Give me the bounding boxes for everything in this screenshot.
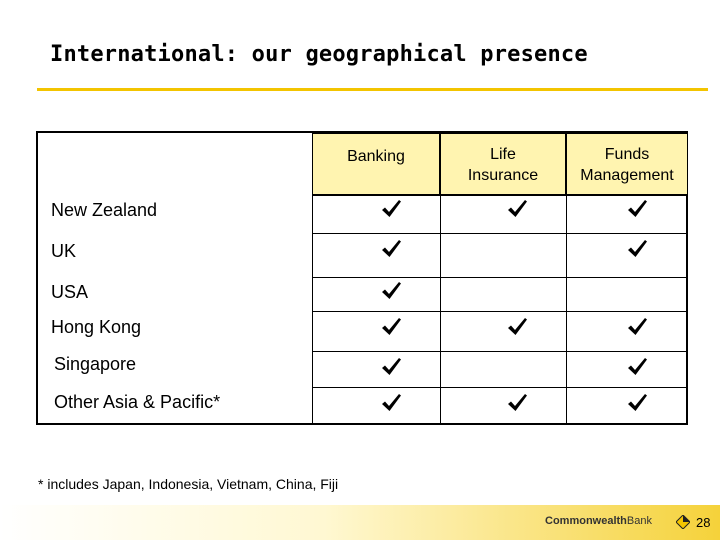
brand-name-bold: Commonwealth [545, 515, 627, 527]
grid-vline-1 [312, 133, 313, 423]
title-underline [37, 88, 708, 91]
page-title: International: our geographical presence [50, 42, 588, 67]
check-icon [380, 316, 402, 338]
check-icon [626, 198, 648, 220]
grid-hline-4 [312, 311, 688, 312]
grid-hline-3 [312, 277, 688, 278]
grid-hline-2 [312, 233, 688, 234]
column-header-funds-line1: Funds [604, 146, 650, 163]
brand-logo-text [545, 515, 652, 527]
check-icon [380, 238, 402, 260]
grid-vline-2 [440, 133, 441, 423]
check-icon [506, 198, 528, 220]
row-label-hong-kong: Hong Kong [51, 317, 142, 337]
check-icon [626, 356, 648, 378]
check-icon [626, 316, 648, 338]
check-icon [506, 316, 528, 338]
diamond-logo-icon [676, 515, 690, 529]
check-icon [380, 392, 402, 414]
column-header-banking-text: Banking [347, 148, 405, 165]
grid-hline-1 [312, 195, 688, 196]
check-icon [380, 280, 402, 302]
column-header-life-line1: Life [490, 146, 516, 163]
row-label-new-zealand: New Zealand [51, 200, 158, 220]
column-header-life-line2: Insurance [467, 167, 539, 184]
check-icon [380, 356, 402, 378]
row-label-singapore: Singapore [54, 354, 137, 374]
row-label-usa: USA [51, 282, 89, 302]
check-icon [626, 238, 648, 260]
column-header-funds-management [566, 133, 688, 195]
column-header-banking [312, 133, 440, 195]
grid-vline-3 [566, 133, 567, 423]
check-icon [506, 392, 528, 414]
row-label-other-asia-pacific: Other Asia & Pacific* [54, 392, 221, 412]
presence-table [36, 131, 688, 425]
brand-name-thin: Bank [626, 515, 652, 527]
footnote: * includes Japan, Indonesia, Vietnam, China, Fiji [38, 476, 339, 492]
page-number: 28 [696, 515, 711, 530]
column-header-life-insurance [440, 133, 566, 195]
check-icon [626, 392, 648, 414]
row-label-uk: UK [51, 241, 77, 261]
grid-hline-6 [312, 387, 688, 388]
check-icon [380, 198, 402, 220]
column-header-funds-line2: Management [580, 167, 674, 184]
grid-hline-5 [312, 351, 688, 352]
